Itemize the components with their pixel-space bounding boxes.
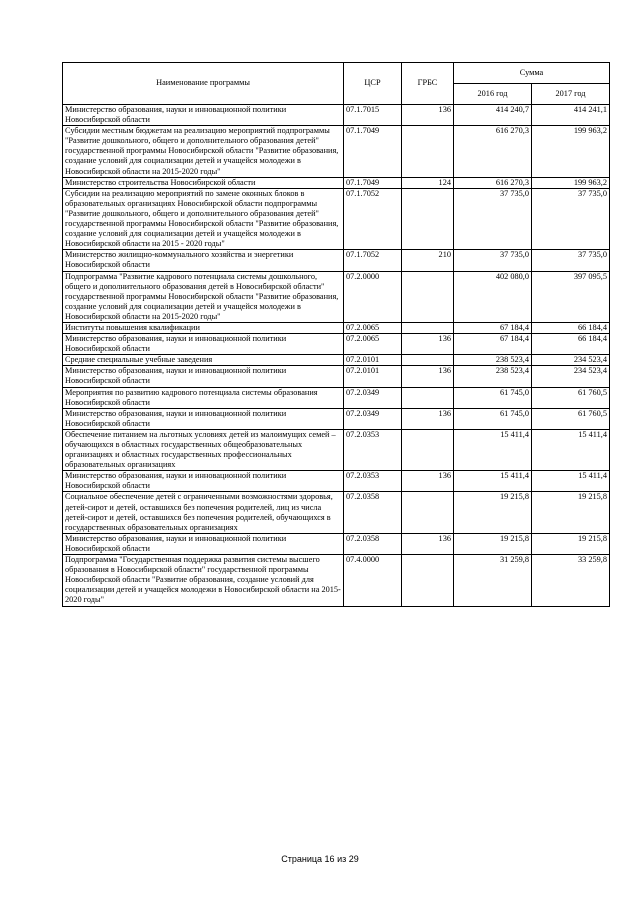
header-grbs: ГРБС [402, 63, 454, 105]
cell-sum-2016: 67 184,4 [454, 322, 532, 333]
cell-name: Субсидии на реализацию мероприятий по замене оконных блоков в образовательных организациях Новосибирской области подпрограммы "Развитие дошкольного, общего и дополнительного образования детей" государственной программы Новосибирской области "Развитие образования, создание условий для социализации детей и учащейся молодежи в Новосибирской области на 2015 - 2020 годы" [63, 188, 344, 250]
table-row [63, 250, 610, 271]
cell-name: Министерство образования, науки и инновационной политики Новосибирской области [63, 334, 344, 355]
header-sum: Сумма [454, 63, 610, 84]
cell-grbs [402, 355, 454, 366]
cell-grbs: 136 [402, 471, 454, 492]
cell-name: Министерство образования, науки и инновационной политики Новосибирской области [63, 366, 344, 387]
cell-name: Министерство образования, науки и инновационной политики Новосибирской области [63, 471, 344, 492]
cell-csr: 07.1.7052 [344, 188, 402, 250]
cell-csr: 07.2.0358 [344, 492, 402, 533]
cell-sum-2016: 19 215,8 [454, 492, 532, 533]
table-row [63, 188, 610, 250]
cell-sum-2017: 37 735,0 [532, 188, 610, 250]
cell-sum-2016: 616 270,3 [454, 126, 532, 177]
cell-sum-2017: 199 963,2 [532, 177, 610, 188]
cell-grbs [402, 322, 454, 333]
table-row [63, 177, 610, 188]
cell-sum-2017: 66 184,4 [532, 334, 610, 355]
cell-sum-2016: 61 745,0 [454, 387, 532, 408]
table-row [63, 126, 610, 177]
cell-name: Институты повышения квалификации [63, 322, 344, 333]
table-body [63, 105, 610, 607]
header-name: Наименование программы [63, 63, 344, 105]
cell-sum-2017: 33 259,8 [532, 555, 610, 606]
cell-grbs [402, 271, 454, 322]
cell-name: Министерство образования, науки и инновационной политики Новосибирской области [63, 105, 344, 126]
cell-sum-2016: 61 745,0 [454, 408, 532, 429]
cell-csr: 07.2.0065 [344, 334, 402, 355]
cell-sum-2016: 414 240,7 [454, 105, 532, 126]
cell-sum-2016: 238 523,4 [454, 366, 532, 387]
cell-sum-2016: 19 215,8 [454, 533, 532, 554]
cell-grbs: 124 [402, 177, 454, 188]
page-number: Страница 16 из 29 [281, 854, 359, 864]
cell-csr: 07.2.0101 [344, 366, 402, 387]
table-row [63, 471, 610, 492]
cell-sum-2017: 37 735,0 [532, 250, 610, 271]
table-row [63, 366, 610, 387]
cell-name: Министерство образования, науки и инновационной политики Новосибирской области [63, 408, 344, 429]
table-row [63, 271, 610, 322]
cell-sum-2017: 199 963,2 [532, 126, 610, 177]
cell-sum-2016: 37 735,0 [454, 188, 532, 250]
cell-csr: 07.2.0353 [344, 471, 402, 492]
cell-csr: 07.1.7015 [344, 105, 402, 126]
cell-name: Социальное обеспечение детей с ограниченными возможностями здоровья, детей-сирот и детей, оставшихся без попечения родителей, лиц из числа детей-сирот и детей, оставшихся без попечения родителей, обучающихся в государственных образовательных организациях [63, 492, 344, 533]
cell-csr: 07.1.7052 [344, 250, 402, 271]
cell-sum-2017: 61 760,5 [532, 387, 610, 408]
table-row [63, 555, 610, 606]
table-row [63, 492, 610, 533]
cell-csr: 07.4.0000 [344, 555, 402, 606]
cell-csr: 07.2.0358 [344, 533, 402, 554]
cell-csr: 07.2.0065 [344, 322, 402, 333]
cell-grbs [402, 555, 454, 606]
cell-sum-2016: 67 184,4 [454, 334, 532, 355]
header-year-2017: 2017 год [532, 84, 610, 105]
cell-grbs [402, 492, 454, 533]
cell-sum-2016: 31 259,8 [454, 555, 532, 606]
table-row [63, 429, 610, 470]
cell-sum-2016: 616 270,3 [454, 177, 532, 188]
table-header [63, 63, 610, 105]
budget-table [62, 62, 610, 607]
cell-csr: 07.1.7049 [344, 177, 402, 188]
cell-sum-2017: 61 760,5 [532, 408, 610, 429]
cell-sum-2017: 15 411,4 [532, 429, 610, 470]
table-row [63, 533, 610, 554]
cell-name: Средние специальные учебные заведения [63, 355, 344, 366]
table-row [63, 387, 610, 408]
header-csr: ЦСР [344, 63, 402, 105]
cell-sum-2017: 414 241,1 [532, 105, 610, 126]
cell-name: Мероприятия по развитию кадрового потенциала системы образования Новосибирской области [63, 387, 344, 408]
cell-name: Министерство образования, науки и инновационной политики Новосибирской области [63, 533, 344, 554]
table-row [63, 408, 610, 429]
cell-grbs [402, 126, 454, 177]
cell-grbs: 136 [402, 366, 454, 387]
cell-sum-2016: 37 735,0 [454, 250, 532, 271]
cell-name: Министерство строительства Новосибирской области [63, 177, 344, 188]
cell-sum-2016: 402 080,0 [454, 271, 532, 322]
cell-name: Подпрограмма "Развитие кадрового потенциала системы дошкольного, общего и дополнительного образования детей в Новосибирской области" государственной программы Новосибирской области "Развитие образования, создание условий для социализации детей и учащейся молодежи в Новосибирской области на 2015-2020 годы" [63, 271, 344, 322]
cell-name: Обеспечение питанием на льготных условиях детей из малоимущих семей – обучающихся в областных государственных общеобразовательных организациях и областных государственных профессиональных образовательных организациях [63, 429, 344, 470]
cell-grbs [402, 188, 454, 250]
cell-grbs: 136 [402, 105, 454, 126]
cell-csr: 07.2.0000 [344, 271, 402, 322]
header-year-2016: 2016 год [454, 84, 532, 105]
cell-sum-2017: 19 215,8 [532, 533, 610, 554]
cell-csr: 07.2.0349 [344, 387, 402, 408]
cell-csr: 07.2.0101 [344, 355, 402, 366]
cell-csr: 07.2.0353 [344, 429, 402, 470]
cell-sum-2016: 15 411,4 [454, 471, 532, 492]
cell-csr: 07.1.7049 [344, 126, 402, 177]
cell-sum-2017: 66 184,4 [532, 322, 610, 333]
cell-csr: 07.2.0349 [344, 408, 402, 429]
table-row [63, 355, 610, 366]
cell-name: Министерство жилищно-коммунального хозяйства и энергетики Новосибирской области [63, 250, 344, 271]
table-row [63, 105, 610, 126]
cell-sum-2017: 397 095,5 [532, 271, 610, 322]
cell-name: Подпрограмма "Государственная поддержка развития системы высшего образования в Новосибирской области" государственной программы Новосибирской области "Развитие образования, создание условий для социализации детей и учащейся молодежи в Новосибирской области на 2015-2020 годы" [63, 555, 344, 606]
cell-grbs: 136 [402, 408, 454, 429]
cell-sum-2017: 15 411,4 [532, 471, 610, 492]
table-row [63, 322, 610, 333]
cell-sum-2016: 15 411,4 [454, 429, 532, 470]
cell-grbs [402, 387, 454, 408]
cell-sum-2017: 234 523,4 [532, 355, 610, 366]
cell-sum-2017: 234 523,4 [532, 366, 610, 387]
cell-grbs: 210 [402, 250, 454, 271]
cell-grbs [402, 429, 454, 470]
table-row [63, 334, 610, 355]
cell-sum-2017: 19 215,8 [532, 492, 610, 533]
cell-grbs: 136 [402, 533, 454, 554]
cell-name: Субсидии местным бюджетам на реализацию мероприятий подпрограммы "Развитие дошкольного, общего и дополнительного образования детей" государственной программы Новосибирской области "Развитие образования, создание условий для социализации детей и учащейся молодежи в Новосибирской области на 2015-2020 годы" [63, 126, 344, 177]
cell-grbs: 136 [402, 334, 454, 355]
cell-sum-2016: 238 523,4 [454, 355, 532, 366]
